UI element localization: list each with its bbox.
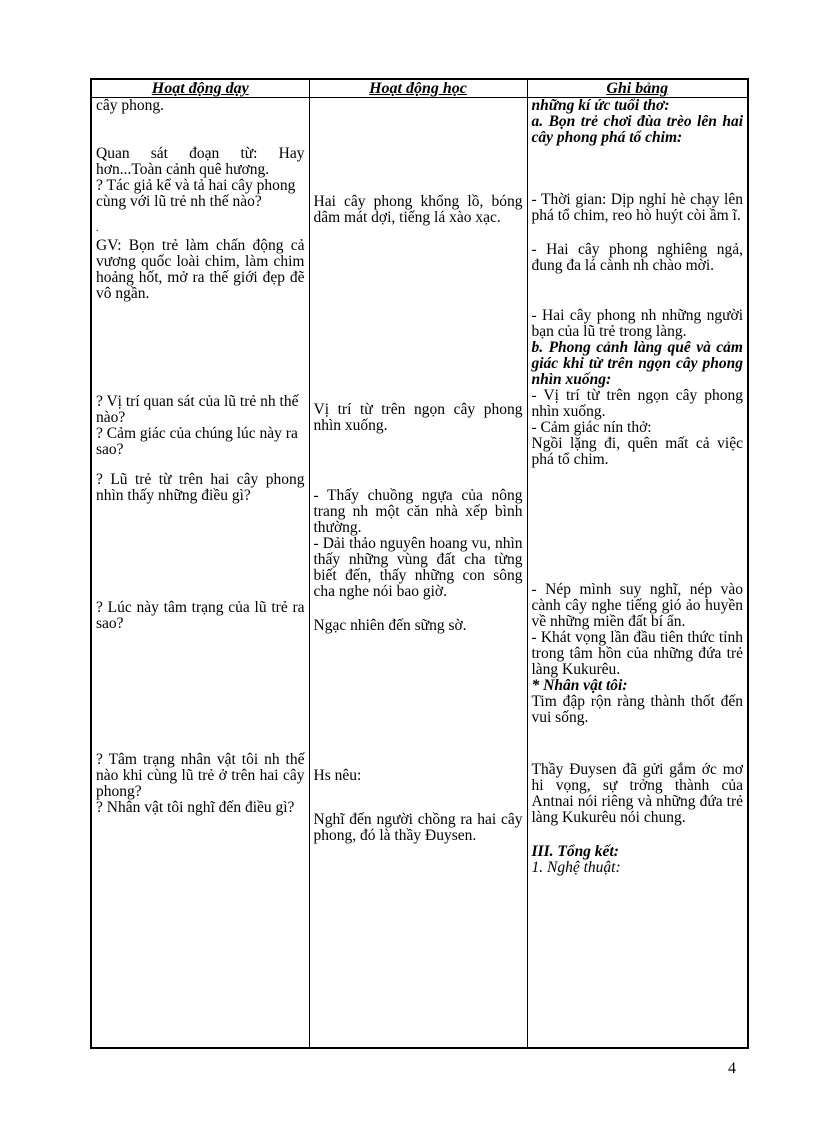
board-line: Thầy Đuysen đã gửi gắm ớc mơ hi vọng, sự trởng thành của Antnai nói riêng và những đứa trẻ làng Kukurêu nói chung. [531,761,743,826]
teach-line: ? Tâm trạng nhân vật tôi nh thế nào khi cùng lũ trẻ ở trên hai cây phong? [96,751,305,800]
teach-line: ? Vị trí quan sát của lũ trẻ nh thế nào? [96,393,299,426]
board-line: * Nhân vật tôi: [531,677,628,694]
teach-line: cây phong. [96,97,165,114]
header-learning: Hoạt động học [309,79,527,98]
learn-line: - Dải thảo nguyên hoang vu, nhìn thấy những vùng đất cha từng biết đến, thấy những con sông cha nghe nói bao giờ. [313,535,523,600]
learn-line: - Thấy chuồng ngựa của nông trang nh một căn nhà xếp bình thường. [313,487,523,536]
learn-line: Hai cây phong khổng lồ, bóng dâm mát dợi, tiếng lá xào xạc. [313,193,523,226]
teach-line: . [96,223,99,234]
header-teaching: Hoạt động dạy [91,79,309,98]
teach-line: GV: Bọn trẻ làm chấn động cả vương quốc loài chim, làm chim hoảng hốt, mở ra thế giới đẹp đẽ vô ngần. [96,237,305,302]
board-line: - Cảm giác nín thở: [531,419,652,436]
board-line: a. Bọn trẻ chơi đùa trèo lên hai cây phong phá tổ chim: [531,113,743,146]
board-line: - Thời gian: Dịp nghỉ hè chạy lên phá tổ chim, reo hò huýt còi ầm ĩ. [531,191,743,224]
table-body-row [91,98,748,1048]
board-line: III. Tổng kết: [531,843,619,860]
learning-column [309,98,527,1048]
board-line: 1. Nghệ thuật: [531,859,621,876]
header-board: Ghi bảng [527,79,748,98]
board-line: b. Phong cảnh làng quê và cảm giác khi từ trên ngọn cây phong nhìn xuống: [531,339,743,388]
board-line: - Hai cây phong nghiêng ngả, đung đa lá cành nh chào mời. [531,241,743,274]
board-line: - Hai cây phong nh những người bạn của lũ trẻ trong làng. [531,307,743,340]
lesson-table [90,78,749,1049]
learn-line: Vị trí từ trên ngọn cây phong nhìn xuống. [313,401,523,434]
teach-line: Quan sát đoạn từ: Hay hơn...Toàn cảnh quê hương. [96,145,305,178]
learn-line: Nghĩ đến người chồng ra hai cây phong, đó là thầy Đuysen. [313,811,523,844]
board-line: - Khát vọng lần đầu tiên thức tỉnh trong tâm hồn của những đứa trẻ làng Kukurêu. [531,629,743,678]
board-line: những kí ức tuổi thơ: [531,97,670,114]
teach-line: ? Nhân vật tôi nghĩ đến điều gì? [96,799,295,816]
board-line: Tim đập rộn ràng thành thốt đến vui sống. [531,693,743,726]
teach-line: ? Tác giả kể và tả hai cây phong cùng với lũ trẻ nh thế nào? [96,177,296,210]
learn-line: Hs nêu: [313,767,362,784]
teach-line: ? Cảm giác của chúng lúc này ra sao? [96,425,298,458]
board-column [527,98,748,1048]
board-line: - Nép mình suy nghĩ, nép vào cành cây nghe tiếng gió ảo huyền về những miền đất bí ẩn. [531,581,743,630]
table-header-row [91,79,748,98]
learn-line: Ngạc nhiên đến sững sờ. [313,617,467,634]
teaching-column [91,98,309,1048]
teach-line: ? Lúc này tâm trạng của lũ trẻ ra sao? [96,599,305,632]
page-number: 4 [728,1060,736,1077]
board-line: - Vị trí từ trên ngọn cây phong nhìn xuống. [531,387,743,420]
board-line: Ngồi lặng đi, quên mất cả việc phá tổ chim. [531,435,743,468]
teach-line: ? Lũ trẻ từ trên hai cây phong nhìn thấy những điều gì? [96,471,305,504]
